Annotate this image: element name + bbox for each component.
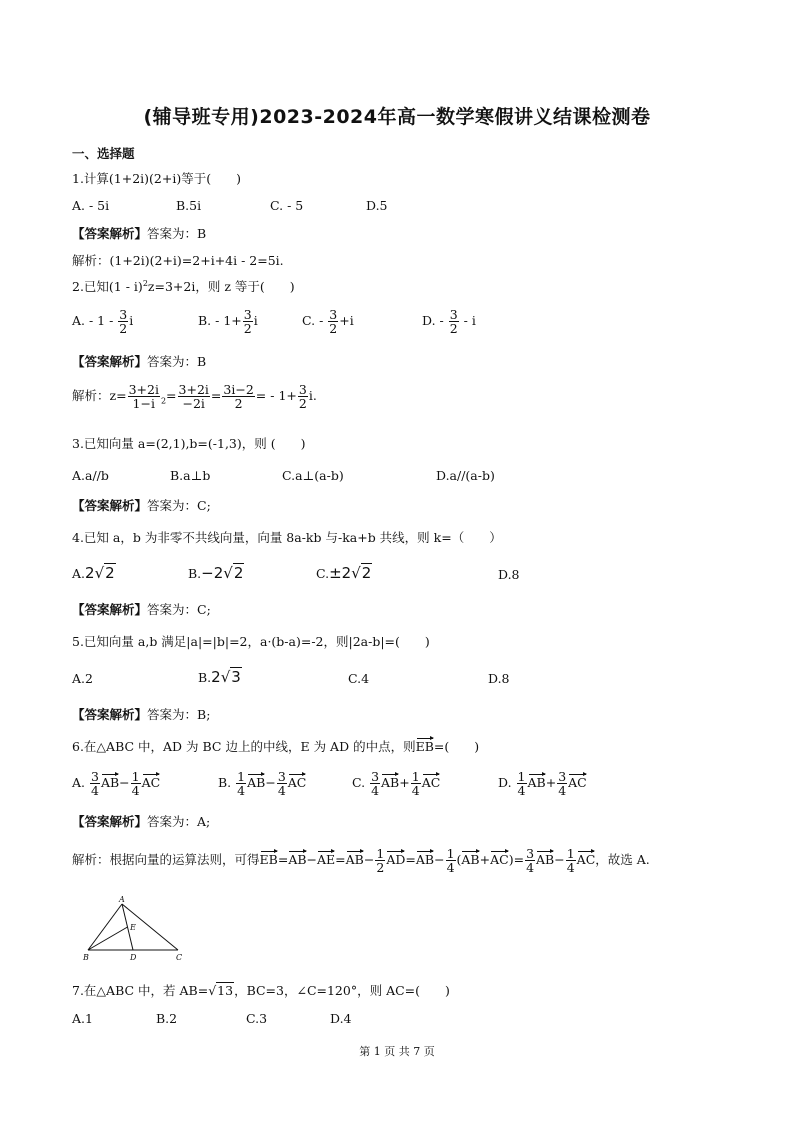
q6-an-m2: − xyxy=(363,852,375,868)
q1-answer xyxy=(72,228,206,241)
q6-option-d xyxy=(498,770,587,797)
q7-option-b: B.2 xyxy=(156,1011,178,1026)
q6-b-c1d: 4 xyxy=(237,783,246,799)
q6-b-v1: AB xyxy=(247,775,266,791)
q5-b-coef: 2 xyxy=(211,668,221,686)
answer-tag: 【答案解析】 xyxy=(72,602,148,617)
q2-an-frac4 xyxy=(298,383,308,410)
side-ab xyxy=(88,904,122,950)
q6-an-f4n: 1 xyxy=(566,846,575,861)
q3-option-c: C.a⊥(a-b) xyxy=(282,468,344,483)
q2-f4-den: 2 xyxy=(298,396,307,412)
q6-an-m4: − xyxy=(554,852,565,868)
q7-option-a: A.1 xyxy=(72,1011,93,1026)
q2-f3-den: 2 xyxy=(234,396,243,412)
q3-option-d: D.a//(a-b) xyxy=(436,468,495,483)
q3-answer-text: 答案为：C; xyxy=(147,498,211,513)
q6-option-a xyxy=(72,770,160,797)
q2-stem-sup: 2 xyxy=(142,279,148,288)
q4-c-coef: ±2 xyxy=(329,564,352,582)
q2-f2-num: 3+2i xyxy=(178,382,209,397)
page-footer: 第 1 页 共 7 页 xyxy=(359,1045,435,1058)
q6-an-f2n: 1 xyxy=(446,846,455,861)
q6-option-b xyxy=(218,770,306,797)
q4-answer xyxy=(72,604,211,617)
q3-answer xyxy=(72,500,211,513)
q6-an-v6: AB xyxy=(415,852,435,868)
triangle-figure xyxy=(74,894,190,964)
q6-b-c2d: 4 xyxy=(277,783,286,799)
q2-f4-num: 3 xyxy=(298,382,307,397)
q6-c-c2n: 1 xyxy=(411,769,420,784)
q6-c-frac1 xyxy=(370,770,380,797)
q2-an-post: i. xyxy=(308,388,317,404)
q6-b-pre: B. xyxy=(218,775,232,791)
q6-d-pre: D. xyxy=(498,775,512,791)
q7-rad: 13 xyxy=(217,983,234,998)
q6-d-v1: AB xyxy=(527,775,546,791)
q6-stem-b: =( ) xyxy=(433,739,480,754)
q6-answer xyxy=(72,816,210,829)
q6-an-v5: AD xyxy=(386,852,406,868)
q6-c-c2d: 4 xyxy=(411,783,420,799)
q5-option-a: A.2 xyxy=(72,671,93,686)
q6-an-v1: EB xyxy=(259,852,278,868)
q6-an-v10: AC xyxy=(576,852,596,868)
q6-c-c1d: 4 xyxy=(371,783,380,799)
q6-c-op: + xyxy=(399,775,410,791)
label-c: C xyxy=(176,953,183,962)
q2-f1-sup: 2 xyxy=(160,396,167,406)
q2-f3-num: 3i−2 xyxy=(223,382,254,397)
q6-a-pre: A. xyxy=(72,775,86,791)
q6-d-c2d: 4 xyxy=(558,783,567,799)
q6-an-v9: AB xyxy=(536,852,555,868)
q2-analysis: 解析：z= $\frac{3+2i}{1-i}$ $_2$= $\frac{3+2i}{-2i}$ = $\frac{3i-2}{2}$ = - 1+ $\frac{3}{2}$ i. xyxy=(72,382,317,412)
q4-c-pre: C. xyxy=(316,566,330,581)
question-3-stem: 3.已知向量 a=(2,1),b=(-1,3)，则 ( ) xyxy=(72,436,306,451)
q4-b-sqrt: √2 xyxy=(223,564,244,582)
q2-b-pre: B. - 1+ xyxy=(198,313,242,329)
q5-option-c: C.4 xyxy=(348,671,370,686)
q3-option-a: A.a//b xyxy=(72,468,109,483)
q6-an-m1: − xyxy=(306,852,318,868)
q6-c-c1n: 3 xyxy=(371,769,380,784)
q2-b-post: i xyxy=(253,313,258,329)
q1-option-b: B.5i xyxy=(176,198,202,213)
q2-a-post: i xyxy=(129,313,134,329)
q6-an-v7: AB xyxy=(461,852,480,868)
question-5-stem: 5.已知向量 a,b 满足|a|=|b|=2，a·(b-a)=-2，则|2a-b|=( ) xyxy=(72,634,430,649)
q6-d-c1d: 4 xyxy=(517,783,526,799)
q6-an-lp: ( xyxy=(456,852,462,868)
q4-b-rad: 2 xyxy=(233,564,244,582)
q6-c-v1: AB xyxy=(381,775,400,791)
q7-stem-b: ，BC=3，∠C=120°，则 AC=( ) xyxy=(234,983,450,998)
q2-option-b xyxy=(198,308,258,335)
question-1-stem: 1.计算(1+2i)(2+i)等于( ) xyxy=(72,171,241,186)
q5-option-d: D.8 xyxy=(488,671,510,686)
q2-f2-den: −2i xyxy=(182,396,205,412)
question-2-stem xyxy=(72,280,295,294)
answer-tag: 【答案解析】 xyxy=(72,498,148,513)
q5-answer-text: 答案为：B; xyxy=(147,707,211,722)
q2-d-num: 3 xyxy=(449,307,458,322)
q6-an-v4: AB xyxy=(345,852,364,868)
q2-option-a xyxy=(72,308,133,335)
answer-tag: 【答案解析】 xyxy=(72,814,148,829)
q7-option-d: D.4 xyxy=(330,1011,352,1026)
q6-c-v2: AC xyxy=(421,775,441,791)
q2-c-post: +i xyxy=(339,313,354,329)
q6-a-frac1 xyxy=(90,770,100,797)
answer-tag: 【答案解析】 xyxy=(72,354,148,369)
q6-an-post: ，故选 A. xyxy=(595,852,650,868)
q2-a-num: 3 xyxy=(119,307,128,322)
q2-d-post: - i xyxy=(459,313,476,329)
q6-an-v8: AC xyxy=(490,852,509,868)
q2-b-den: 2 xyxy=(243,321,252,337)
q6-a-c2d: 4 xyxy=(131,783,140,799)
q7-sqrt: √13 xyxy=(208,983,234,998)
q4-answer-text: 答案为：C; xyxy=(147,602,211,617)
q6-b-v2: AC xyxy=(287,775,307,791)
q4-a-pre: A. xyxy=(72,566,86,581)
q2-an-pre: 解析：z= xyxy=(72,388,127,404)
q2-an-mid: = - 1+ xyxy=(255,388,297,404)
q7-option-c: C.3 xyxy=(246,1011,268,1026)
q6-d-c1n: 1 xyxy=(517,769,526,784)
q7-stem-a: 7.在△ABC 中，若 AB= xyxy=(72,983,209,998)
q6-analysis xyxy=(72,847,650,874)
q6-answer-text: 答案为：A; xyxy=(147,814,211,829)
q6-a-frac2 xyxy=(131,770,141,797)
q6-an-frac4 xyxy=(566,847,576,874)
q1-option-c: C. - 5 xyxy=(270,198,304,213)
q5-b-sqrt: √3 xyxy=(220,668,241,686)
q6-stem-a: 6.在△ABC 中，AD 为 BC 边上的中线，E 为 AD 的中点，则 xyxy=(72,739,416,754)
q6-an-pre: 解析：根据向量的运算法则，可得 xyxy=(72,852,260,868)
section-heading: 一、选择题 xyxy=(72,146,135,161)
q1-analysis: 解析：(1+2i)(2+i)=2+i+4i - 2=5i. xyxy=(72,253,284,268)
question-6-stem xyxy=(72,741,479,754)
q1-option-a: A. - 5i xyxy=(72,198,110,213)
q6-an-f3n: 3 xyxy=(526,846,535,861)
q6-d-frac2 xyxy=(557,770,567,797)
q4-option-b xyxy=(188,566,244,581)
page-title: (辅导班专用)2023-2024年高一数学寒假讲义结课检测卷 xyxy=(143,106,651,128)
q6-an-m3: − xyxy=(434,852,445,868)
q2-c-pre: C. - xyxy=(302,313,328,329)
q6-an-frac2 xyxy=(446,847,456,874)
q2-answer-text: 答案为：B xyxy=(147,354,207,369)
q6-b-frac1 xyxy=(236,770,246,797)
q2-b-num: 3 xyxy=(243,307,252,322)
q6-b-frac2 xyxy=(277,770,287,797)
q6-b-op: − xyxy=(265,775,276,791)
q6-c-pre: C. xyxy=(352,775,366,791)
q2-d-den: 2 xyxy=(449,321,458,337)
q6-d-op: + xyxy=(545,775,557,791)
q4-a-rad: 2 xyxy=(105,564,115,582)
q6-an-eq1: = xyxy=(277,852,289,868)
q2-f1-num: 3+2i xyxy=(128,382,159,397)
q6-an-frac1 xyxy=(375,847,385,874)
q2-f1-den: 1−i xyxy=(132,396,155,412)
question-7-stem xyxy=(72,985,450,998)
q6-b-c2n: 3 xyxy=(277,769,286,784)
q5-b-rad: 3 xyxy=(231,668,241,686)
q2-b-frac xyxy=(243,308,253,335)
q6-an-f1n: 1 xyxy=(376,846,385,861)
q4-a-sqrt: √2 xyxy=(94,564,115,582)
q6-a-c1d: 4 xyxy=(91,783,99,799)
label-d: D xyxy=(130,953,137,962)
label-e: E xyxy=(130,923,136,932)
q6-d-v2: AC xyxy=(568,775,587,791)
q6-an-eq2: = xyxy=(335,852,346,868)
q6-an-f2d: 4 xyxy=(446,860,455,876)
q6-an-v2: AB xyxy=(288,852,307,868)
q6-an-rp: )= xyxy=(508,852,525,868)
q4-a-coef: 2 xyxy=(85,564,95,582)
q6-an-f1d: 2 xyxy=(376,860,385,876)
q6-a-v2: AC xyxy=(141,775,161,791)
q2-stem-a: 2.已知(1 - i) xyxy=(72,279,143,295)
q2-stem-b: z=3+2i，则 z 等于( ) xyxy=(147,279,295,295)
q4-c-rad: 2 xyxy=(361,564,372,582)
q4-option-d: D.8 xyxy=(498,567,520,582)
q3-option-b: B.a⊥b xyxy=(170,468,211,483)
q6-a-op: − xyxy=(119,775,130,791)
q6-an-f4d: 4 xyxy=(566,860,575,876)
label-a: A xyxy=(119,895,125,904)
q4-c-sqrt: √2 xyxy=(351,564,372,582)
q2-a-frac xyxy=(118,308,128,335)
q6-c-frac2 xyxy=(411,770,421,797)
q1-option-d: D.5 xyxy=(366,198,388,213)
q6-b-c1n: 1 xyxy=(237,769,246,784)
q6-option-c xyxy=(352,770,440,797)
q2-c-frac xyxy=(328,308,338,335)
q2-a-den: 2 xyxy=(119,321,128,337)
q2-a-pre: A. - 1 - xyxy=(72,313,118,329)
q4-b-coef: −2 xyxy=(201,564,224,582)
q6-a-c1n: 3 xyxy=(91,769,99,784)
q6-a-c2n: 1 xyxy=(131,769,140,784)
q2-c-num: 3 xyxy=(329,307,338,322)
q6-an-frac3 xyxy=(525,847,535,874)
q6-d-c2n: 3 xyxy=(558,769,567,784)
label-b: B xyxy=(83,953,89,962)
q2-d-pre: D. - xyxy=(422,313,448,329)
q5-option-b xyxy=(198,670,242,685)
q6-d-frac1 xyxy=(517,770,527,797)
q2-an-frac3 xyxy=(222,383,254,410)
q2-d-frac xyxy=(449,308,459,335)
q4-b-pre: B. xyxy=(188,566,202,581)
q1-answer-text: 答案为：B xyxy=(147,226,207,241)
q6-an-f3d: 4 xyxy=(526,860,535,876)
q6-a-v1: AB xyxy=(100,775,120,791)
q2-option-c xyxy=(302,308,354,335)
segment-be xyxy=(88,927,128,950)
answer-tag: 【答案解析】 xyxy=(72,226,148,241)
q5-b-pre: B. xyxy=(198,670,212,685)
q2-an-frac1 xyxy=(128,383,160,410)
q6-stem-vec: EB xyxy=(415,739,434,754)
answer-tag: 【答案解析】 xyxy=(72,707,148,722)
q6-an-eq3: = xyxy=(405,852,416,868)
question-4-stem: 4.已知 a，b 为非零不共线向量，向量 8a-kb 与-ka+b 共线，则 k=（ ） xyxy=(72,530,502,545)
q2-c-den: 2 xyxy=(329,321,338,337)
q2-an-frac2 xyxy=(178,383,210,410)
q4-option-c xyxy=(316,566,372,581)
q2-option-d xyxy=(422,308,476,335)
q2-answer xyxy=(72,356,206,369)
q4-option-a xyxy=(72,566,116,581)
q6-an-v3: AE xyxy=(317,852,336,868)
q5-answer xyxy=(72,709,210,722)
q6-an-plus: + xyxy=(479,852,491,868)
